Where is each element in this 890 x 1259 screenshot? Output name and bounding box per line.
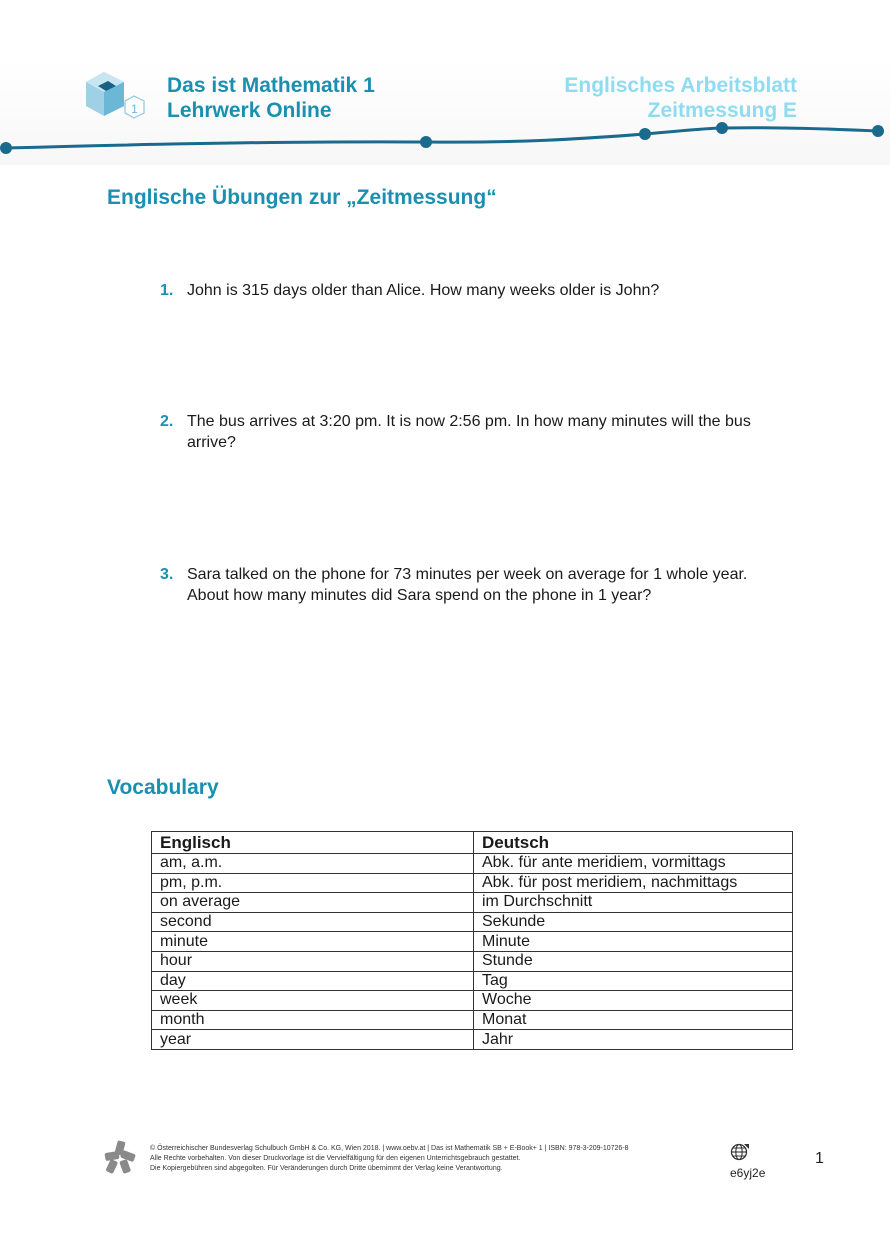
exercise-number: 1. bbox=[160, 282, 174, 299]
worksheet-title-line2: Zeitmessung E bbox=[647, 99, 797, 122]
table-row bbox=[152, 912, 793, 932]
german-term: im Durchschnitt bbox=[474, 893, 793, 913]
vocabulary-table bbox=[151, 831, 793, 1050]
footer-copyright bbox=[150, 1144, 629, 1174]
english-term: day bbox=[152, 971, 474, 991]
german-term: Tag bbox=[474, 971, 793, 991]
english-term: am, a.m. bbox=[152, 854, 474, 874]
worksheet-title-line1: Englisches Arbeitsblatt bbox=[564, 74, 797, 97]
exercise-number: 2. bbox=[160, 413, 174, 430]
table-row bbox=[152, 873, 793, 893]
online-code[interactable]: e6yj2e bbox=[730, 1166, 766, 1180]
table-row bbox=[152, 951, 793, 971]
german-term: Monat bbox=[474, 1010, 793, 1030]
exercise-1 bbox=[160, 280, 780, 301]
english-term: on average bbox=[152, 893, 474, 913]
english-term: week bbox=[152, 991, 474, 1011]
german-term: Stunde bbox=[474, 951, 793, 971]
table-row bbox=[152, 1030, 793, 1050]
table-row bbox=[152, 932, 793, 952]
header-wave-line bbox=[0, 115, 890, 160]
exercise-number: 3. bbox=[160, 566, 174, 583]
german-term: Jahr bbox=[474, 1030, 793, 1050]
logo-badge: 1 bbox=[131, 102, 138, 116]
english-term: year bbox=[152, 1030, 474, 1050]
exercise-text: The bus arrives at 3:20 pm. It is now 2:56 pm. In how many minutes will the bus arrive? bbox=[187, 413, 751, 451]
page-number: 1 bbox=[815, 1150, 824, 1167]
exercise-text: Sara talked on the phone for 73 minutes per week on average for 1 whole year. About how many minutes did Sara spend on the phone in 1 year? bbox=[187, 566, 748, 604]
exercise-3 bbox=[160, 564, 780, 606]
english-term: minute bbox=[152, 932, 474, 952]
german-term: Minute bbox=[474, 932, 793, 952]
german-term: Abk. für ante meridiem, vormittags bbox=[474, 854, 793, 874]
table-row bbox=[152, 854, 793, 874]
english-term: hour bbox=[152, 951, 474, 971]
footer-line-2: Alle Rechte vorbehalten. Von dieser Druckvorlage ist die Vervielfältigung für den eigenen Unterrichtsgebrauch gestattet. bbox=[150, 1155, 521, 1162]
english-term: pm, p.m. bbox=[152, 873, 474, 893]
series-title-line1: Das ist Mathematik 1 bbox=[167, 74, 375, 97]
column-header-german: Deutsch bbox=[474, 832, 793, 854]
german-term: Woche bbox=[474, 991, 793, 1011]
vocabulary-title: Vocabulary bbox=[107, 776, 219, 799]
german-term: Abk. für post meridiem, nachmittags bbox=[474, 873, 793, 893]
footer-line-3: Die Kopiergebühren sind abgegolten. Für Veränderungen durch Dritte übernimmt der Verlag keine Verantwortung. bbox=[150, 1165, 503, 1172]
table-header-row bbox=[152, 832, 793, 854]
english-term: month bbox=[152, 1010, 474, 1030]
table-row bbox=[152, 991, 793, 1011]
series-title-line2: Lehrwerk Online bbox=[167, 99, 332, 122]
publisher-logo-icon bbox=[103, 1140, 137, 1174]
table-row bbox=[152, 1010, 793, 1030]
globe-icon[interactable] bbox=[730, 1142, 750, 1162]
page-title: Englische Übungen zur „Zeitmessung“ bbox=[107, 186, 497, 209]
exercise-text: John is 315 days older than Alice. How many weeks older is John? bbox=[187, 282, 660, 299]
footer-line-1: © Österreichischer Bundesverlag Schulbuch GmbH & Co. KG, Wien 2018. | www.oebv.at | Das ist Mathematik SB + E-Book+ 1 | ISBN: 978-3-209-10726-8 bbox=[150, 1145, 629, 1152]
table-row bbox=[152, 893, 793, 913]
exercise-2 bbox=[160, 411, 780, 453]
english-term: second bbox=[152, 912, 474, 932]
column-header-english: Englisch bbox=[152, 832, 474, 854]
german-term: Sekunde bbox=[474, 912, 793, 932]
table-row bbox=[152, 971, 793, 991]
